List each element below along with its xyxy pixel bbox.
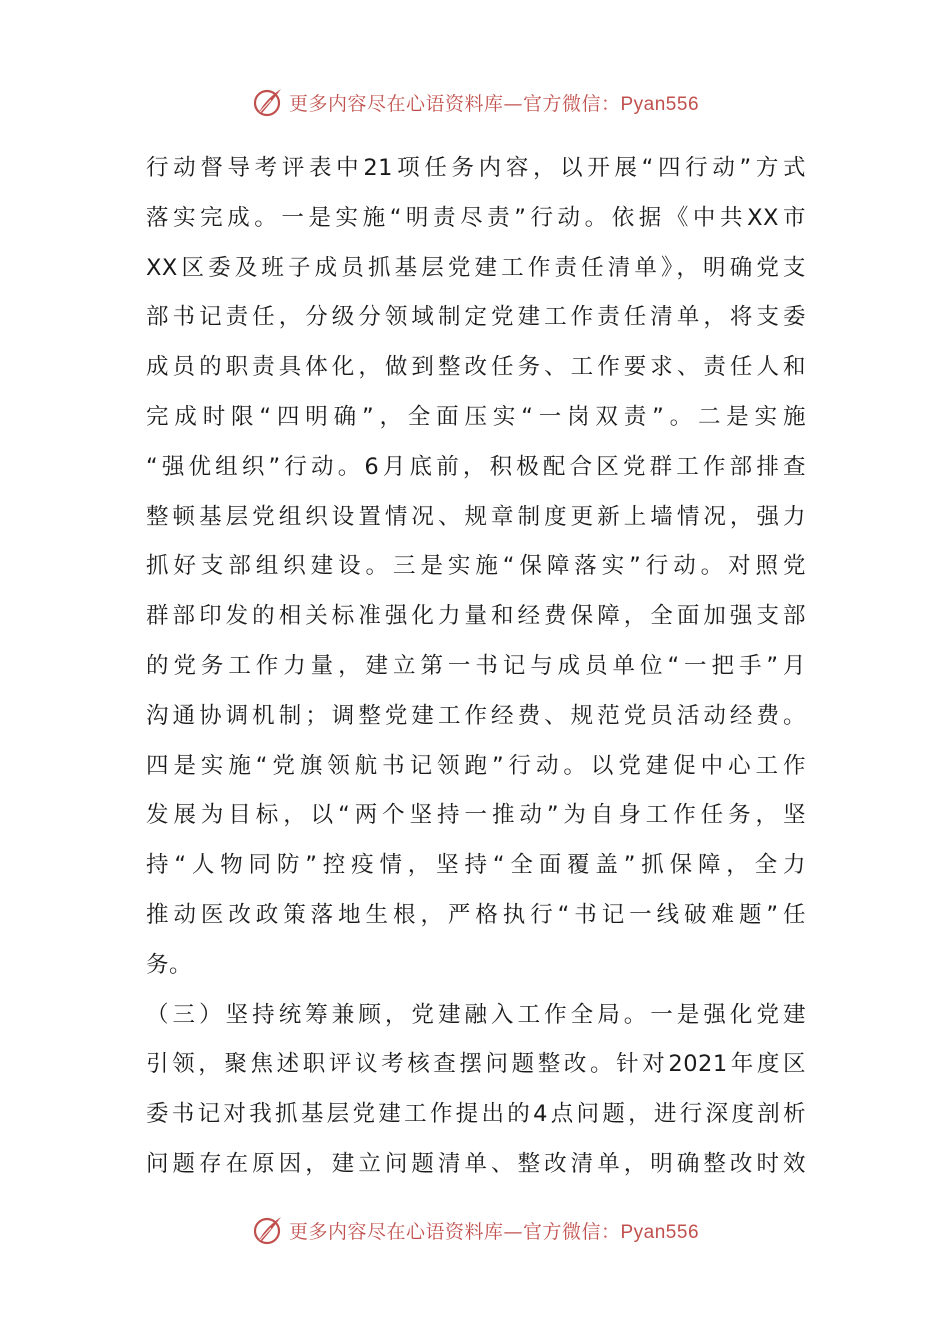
text-line: 成员的职责具体化，做到整改任务、工作要求、责任人和 xyxy=(146,354,806,381)
text-line: 落实完成。一是实施“明责尽责”行动。依据《中共XX市 xyxy=(146,204,806,231)
text-line: XX区委及班子成员抓基层党建工作责任清单》，明确党支 xyxy=(146,254,806,281)
text-line: 委书记对我抓基层党建工作提出的4点问题，进行深度剖析 xyxy=(146,1101,806,1128)
text-line: 引领，聚焦述职评议考核查摆问题整改。针对2021年度区 xyxy=(146,1051,806,1078)
text-line: 整顿基层党组织设置情况、规章制度更新上墙情况，强力 xyxy=(146,503,806,530)
text-line: 的党务工作力量，建立第一书记与成员单位“一把手”月 xyxy=(146,652,806,679)
text-line: 推动医改政策落地生根，严格执行“书记一线破难题”任 xyxy=(146,901,806,928)
text-line: 发展为目标，以“两个坚持一推动”为自身工作任务，坚 xyxy=(146,802,806,829)
watermark-text: 更多内容尽在心语资料库—官方微信：Pyan556 xyxy=(288,1220,700,1243)
text-line: 部书记责任，分级分领域制定党建工作责任清单，将支委 xyxy=(146,304,806,331)
watermark-text: 更多内容尽在心语资料库—官方微信：Pyan556 xyxy=(288,92,700,115)
footer-watermark-banner xyxy=(0,1210,950,1250)
text-line: 沟通协调机制；调整党建工作经费、规范党员活动经费。 xyxy=(146,702,806,729)
text-line: 务。 xyxy=(146,951,193,978)
text-line: 问题存在原因，建立问题清单、整改清单，明确整改时效 xyxy=(146,1150,806,1177)
text-line: 行动督导考评表中21项任务内容，以开展“四行动”方式 xyxy=(146,155,806,181)
text-line: 四是实施“党旗领航书记领跑”行动。以党建促中心工作 xyxy=(146,752,806,779)
text-line: 持“人物同防”控疫情，坚持“全面覆盖”抓保障，全力 xyxy=(146,852,806,879)
quill-pen-logo-icon xyxy=(251,1213,285,1247)
text-line: “强优组织”行动。6月底前，积极配合区党群工作部排查 xyxy=(146,453,806,480)
section-heading-line: （三）坚持统筹兼顾，党建融入工作全局。一是强化党建 xyxy=(146,1001,806,1028)
text-line: 群部印发的相关标准强化力量和经费保障，全面加强支部 xyxy=(146,603,806,630)
text-line: 完成时限“四明确”，全面压实“一岗双责”。二是实施 xyxy=(146,403,806,430)
quill-pen-logo-icon xyxy=(251,85,285,119)
text-line: 抓好支部组织建设。三是实施“保障落实”行动。对照党 xyxy=(146,553,806,580)
document-body xyxy=(146,144,806,1190)
header-watermark-banner xyxy=(0,82,950,122)
